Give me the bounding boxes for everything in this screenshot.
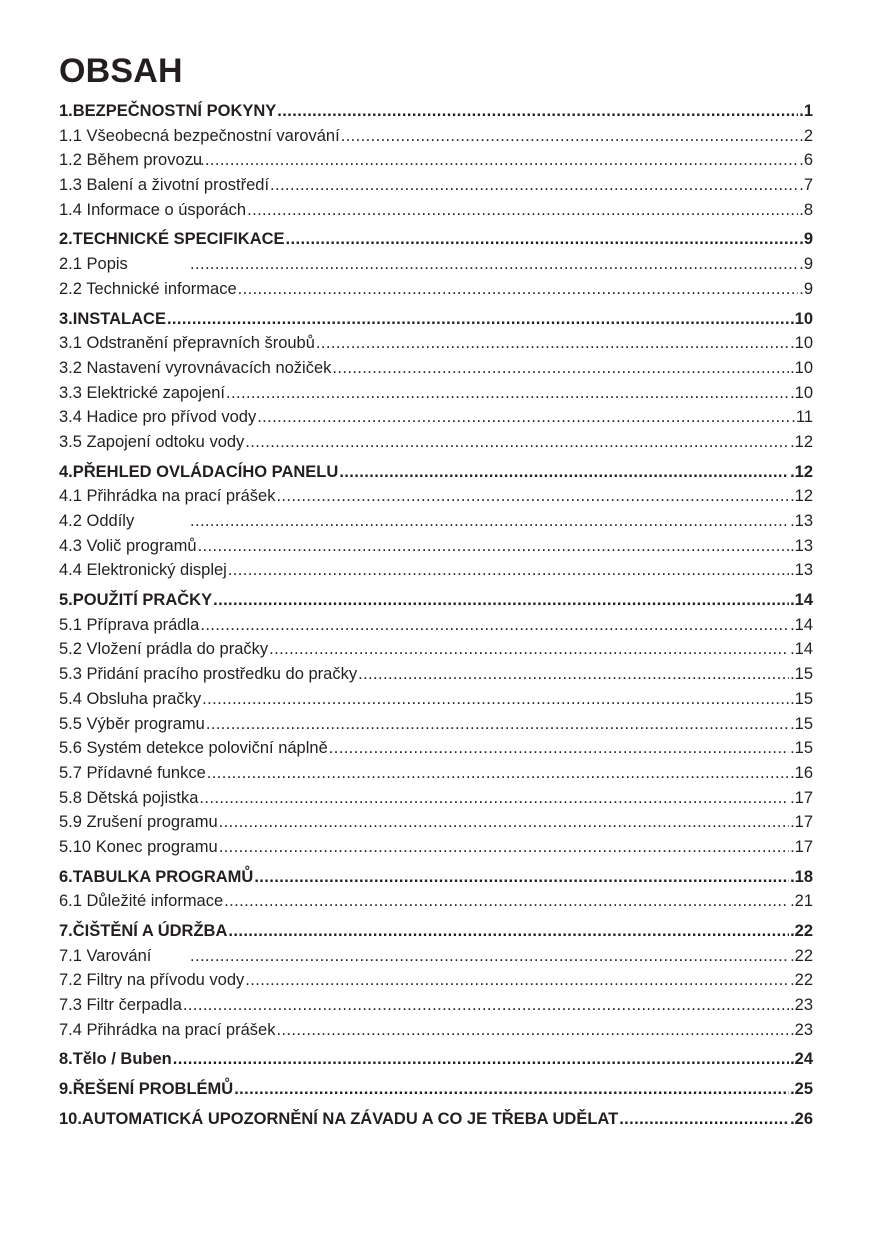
toc-chapter-entry[interactable]: [59, 1047, 813, 1072]
toc-entry-label: 7.3 Filtr čerpadla: [59, 996, 182, 1015]
toc-section-entry[interactable]: [59, 889, 813, 914]
dot-leader: [228, 919, 789, 944]
toc-entry-label: 5.6 Systém detekce poloviční náplně: [59, 739, 328, 758]
toc-entry-page: .12: [790, 487, 813, 506]
dot-leader: [219, 835, 789, 860]
dot-leader: [190, 148, 798, 173]
toc-entry-label: 5.3 Přidání pracího prostředku do pračky: [59, 665, 358, 684]
dot-leader: [341, 124, 799, 149]
toc-entry-page: .10: [790, 334, 813, 353]
dot-leader: [224, 889, 789, 914]
toc-entry-page: .21: [790, 892, 813, 911]
toc-entry-page: .22: [790, 922, 813, 940]
dot-leader: [226, 381, 789, 406]
dot-leader: [270, 173, 798, 198]
toc-entry-label: 5.10 Konec programu: [59, 837, 218, 856]
toc-section-entry[interactable]: [59, 761, 813, 786]
toc-entry-page: .14: [790, 615, 813, 634]
dot-leader: [286, 227, 799, 252]
dot-leader: [245, 968, 789, 993]
dot-leader: [183, 993, 789, 1018]
dot-leader: [238, 277, 799, 302]
toc-section-entry[interactable]: [59, 736, 813, 761]
dot-leader: [202, 687, 789, 712]
toc-chapter-entry[interactable]: [59, 865, 813, 890]
toc-entry-label: 2.1 Popis: [59, 255, 128, 274]
toc-entry-page: .15: [790, 665, 813, 684]
toc-entry-label: 3.1 Odstranění přepravních šroubů: [59, 334, 315, 353]
toc-section-entry[interactable]: [59, 331, 813, 356]
toc-section-entry[interactable]: [59, 534, 813, 559]
toc-chapter-entry[interactable]: [59, 460, 813, 485]
dot-leader: [276, 484, 789, 509]
toc-entry-label: 6.TABULKA PROGRAMŮ: [59, 867, 254, 886]
toc-section-entry[interactable]: [59, 712, 813, 737]
toc-entry-label: 7.ČIŠTĚNÍ A ÚDRŽBA: [59, 922, 228, 940]
toc-entry-label: 4.PŘEHLED OVLÁDACÍHO PANELU: [59, 462, 339, 481]
toc-chapter-entry[interactable]: [59, 588, 813, 613]
toc-section-entry[interactable]: [59, 687, 813, 712]
toc-entry-page: .9: [799, 279, 813, 298]
dot-leader: [200, 613, 789, 638]
dot-leader: [619, 1107, 789, 1132]
toc-entry-page: .14: [790, 640, 813, 659]
toc-entry-page: .6: [799, 151, 813, 170]
toc-entry-label: 3.INSTALACE: [59, 309, 166, 328]
toc-chapter-entry[interactable]: [59, 919, 813, 944]
toc-entry-page: .15: [790, 714, 813, 733]
dot-leader: [190, 252, 798, 277]
toc-section-entry[interactable]: [59, 637, 813, 662]
toc-section-entry[interactable]: [59, 968, 813, 993]
toc-entry-page: .17: [790, 837, 813, 856]
page-title: OBSAH: [59, 52, 183, 90]
toc-section-entry[interactable]: [59, 613, 813, 638]
toc-entry-page: .15: [790, 739, 813, 758]
toc-section-entry[interactable]: [59, 786, 813, 811]
toc-section-entry[interactable]: [59, 993, 813, 1018]
dot-leader: [276, 1018, 789, 1043]
toc-entry-page: .13: [790, 561, 813, 580]
toc-entry-label: 5.1 Příprava prádla: [59, 615, 200, 634]
dot-leader: [190, 944, 789, 969]
toc-entry-page: .8: [799, 200, 813, 219]
toc-entry-page: .12: [790, 462, 813, 481]
toc-section-entry[interactable]: [59, 124, 813, 149]
dot-leader: [358, 662, 789, 687]
toc-section-entry[interactable]: [59, 405, 813, 430]
toc-entry-page: .16: [790, 763, 813, 782]
toc-entry-label: 1.4 Informace o úsporách: [59, 200, 247, 219]
dot-leader: [234, 1077, 789, 1102]
toc-entry-label: 5.4 Obsluha pračky: [59, 689, 202, 708]
toc-section-entry[interactable]: [59, 381, 813, 406]
toc-entry-label: 5.8 Dětská pojistka: [59, 788, 199, 807]
dot-leader: [316, 331, 789, 356]
toc-section-entry[interactable]: [59, 835, 813, 860]
toc-section-entry[interactable]: [59, 509, 813, 534]
toc-entry-label: 5.5 Výběr programu: [59, 714, 205, 733]
toc-entry-label: 9.ŘEŠENÍ PROBLÉMŮ: [59, 1080, 234, 1099]
toc-entry-label: 3.2 Nastavení vyrovnávacích nožiček: [59, 358, 332, 377]
toc-entry-page: .26: [790, 1109, 813, 1128]
dot-leader: [277, 99, 798, 124]
toc-entry-page: .7: [799, 176, 813, 195]
dot-leader: [228, 558, 789, 583]
toc-entry-page: .10: [790, 358, 813, 377]
toc-entry-label: 3.4 Hadice pro přívod vody: [59, 408, 257, 427]
toc-entry-label: 1.BEZPEČNOSTNÍ POKYNY: [59, 102, 277, 120]
toc-entry-label: 8.Tělo / Buben: [59, 1050, 172, 1069]
dot-leader: [219, 810, 789, 835]
toc-chapter-entry[interactable]: [59, 1077, 813, 1102]
toc-section-entry[interactable]: [59, 810, 813, 835]
toc-entry-label: 6.1 Důležité informace: [59, 892, 224, 911]
toc-entry-label: 2.2 Technické informace: [59, 279, 237, 298]
dot-leader: [198, 534, 789, 559]
table-of-contents: [59, 99, 813, 1132]
toc-section-entry[interactable]: [59, 944, 813, 969]
toc-entry-page: .12: [790, 432, 813, 451]
toc-entry-label: 1.2 Během provozu: [59, 151, 203, 170]
toc-chapter-entry[interactable]: [59, 99, 813, 124]
toc-entry-label: 7.1 Varování: [59, 946, 152, 965]
toc-entry-label: 4.3 Volič programů: [59, 536, 197, 555]
toc-entry-label: 3.3 Elektrické zapojení: [59, 383, 226, 402]
toc-entry-page: .9: [799, 230, 813, 249]
toc-entry-label: 5.2 Vložení prádla do pračky: [59, 640, 269, 659]
toc-section-entry[interactable]: [59, 148, 813, 173]
dot-leader: [190, 509, 789, 534]
toc-entry-page: .14: [790, 591, 813, 610]
toc-chapter-entry[interactable]: [59, 307, 813, 332]
toc-entry-page: .1: [799, 102, 813, 120]
toc-entry-label: 3.5 Zapojení odtoku vody: [59, 432, 245, 451]
toc-entry-page: .10: [790, 309, 813, 328]
toc-section-entry[interactable]: [59, 198, 813, 223]
dot-leader: [339, 460, 789, 485]
toc-section-entry[interactable]: [59, 173, 813, 198]
dot-leader: [167, 307, 789, 332]
toc-chapter-entry[interactable]: [59, 227, 813, 252]
toc-entry-page: .15: [790, 689, 813, 708]
toc-entry-label: 4.2 Oddíly: [59, 512, 135, 530]
toc-entry-page: .13: [790, 536, 813, 555]
dot-leader: [247, 198, 798, 223]
dot-leader: [207, 761, 789, 786]
toc-entry-page: .18: [790, 867, 813, 886]
toc-section-entry[interactable]: [59, 252, 813, 277]
toc-section-entry[interactable]: [59, 484, 813, 509]
toc-section-entry[interactable]: [59, 277, 813, 302]
toc-entry-page: .23: [790, 996, 813, 1015]
toc-entry-page: .22: [790, 946, 813, 965]
dot-leader: [199, 786, 789, 811]
toc-section-entry[interactable]: [59, 430, 813, 455]
dot-leader: [269, 637, 789, 662]
dot-leader: [213, 588, 789, 613]
dot-leader: [329, 736, 789, 761]
toc-entry-label: 5.7 Přídavné funkce: [59, 763, 206, 782]
toc-entry-label: 7.2 Filtry na přívodu vody: [59, 971, 245, 990]
dot-leader: [206, 712, 789, 737]
dot-leader: [245, 430, 789, 455]
toc-entry-label: 1.1 Všeobecná bezpečnostní varování: [59, 126, 340, 145]
toc-entry-label: 4.4 Elektronický displej: [59, 561, 227, 580]
toc-entry-page: .25: [790, 1080, 813, 1099]
toc-section-entry[interactable]: [59, 356, 813, 381]
toc-section-entry[interactable]: [59, 1018, 813, 1043]
toc-entry-label: 2.TECHNICKÉ SPECIFIKACE: [59, 230, 285, 249]
toc-entry-page: .13: [790, 512, 813, 530]
dot-leader: [254, 865, 789, 890]
toc-entry-label: 1.3 Balení a životní prostředí: [59, 176, 270, 195]
toc-chapter-entry[interactable]: [59, 1107, 813, 1132]
toc-entry-label: 5.POUŽITÍ PRAČKY: [59, 591, 213, 610]
toc-entry-page: .24: [790, 1050, 813, 1069]
toc-entry-page: .9: [799, 255, 813, 274]
dot-leader: [332, 356, 789, 381]
toc-entry-page: .17: [790, 813, 813, 832]
toc-entry-label: 5.9 Zrušení programu: [59, 813, 218, 832]
dot-leader: [173, 1047, 789, 1072]
toc-entry-page: .2: [799, 126, 813, 145]
toc-entry-page: .10: [790, 383, 813, 402]
dot-leader: [257, 405, 790, 430]
toc-entry-page: .17: [790, 788, 813, 807]
toc-entry-page: .22: [790, 971, 813, 990]
toc-entry-label: 4.1 Přihrádka na prací prášek: [59, 487, 276, 506]
toc-entry-page: .11: [791, 408, 813, 427]
toc-entry-label: 10.AUTOMATICKÁ UPOZORNĚNÍ NA ZÁVADU A CO JE TŘEBA UDĚLAT: [59, 1109, 619, 1128]
toc-entry-page: .23: [790, 1020, 813, 1039]
toc-section-entry[interactable]: [59, 558, 813, 583]
toc-section-entry[interactable]: [59, 662, 813, 687]
toc-entry-label: 7.4 Přihrádka na prací prášek: [59, 1020, 276, 1039]
